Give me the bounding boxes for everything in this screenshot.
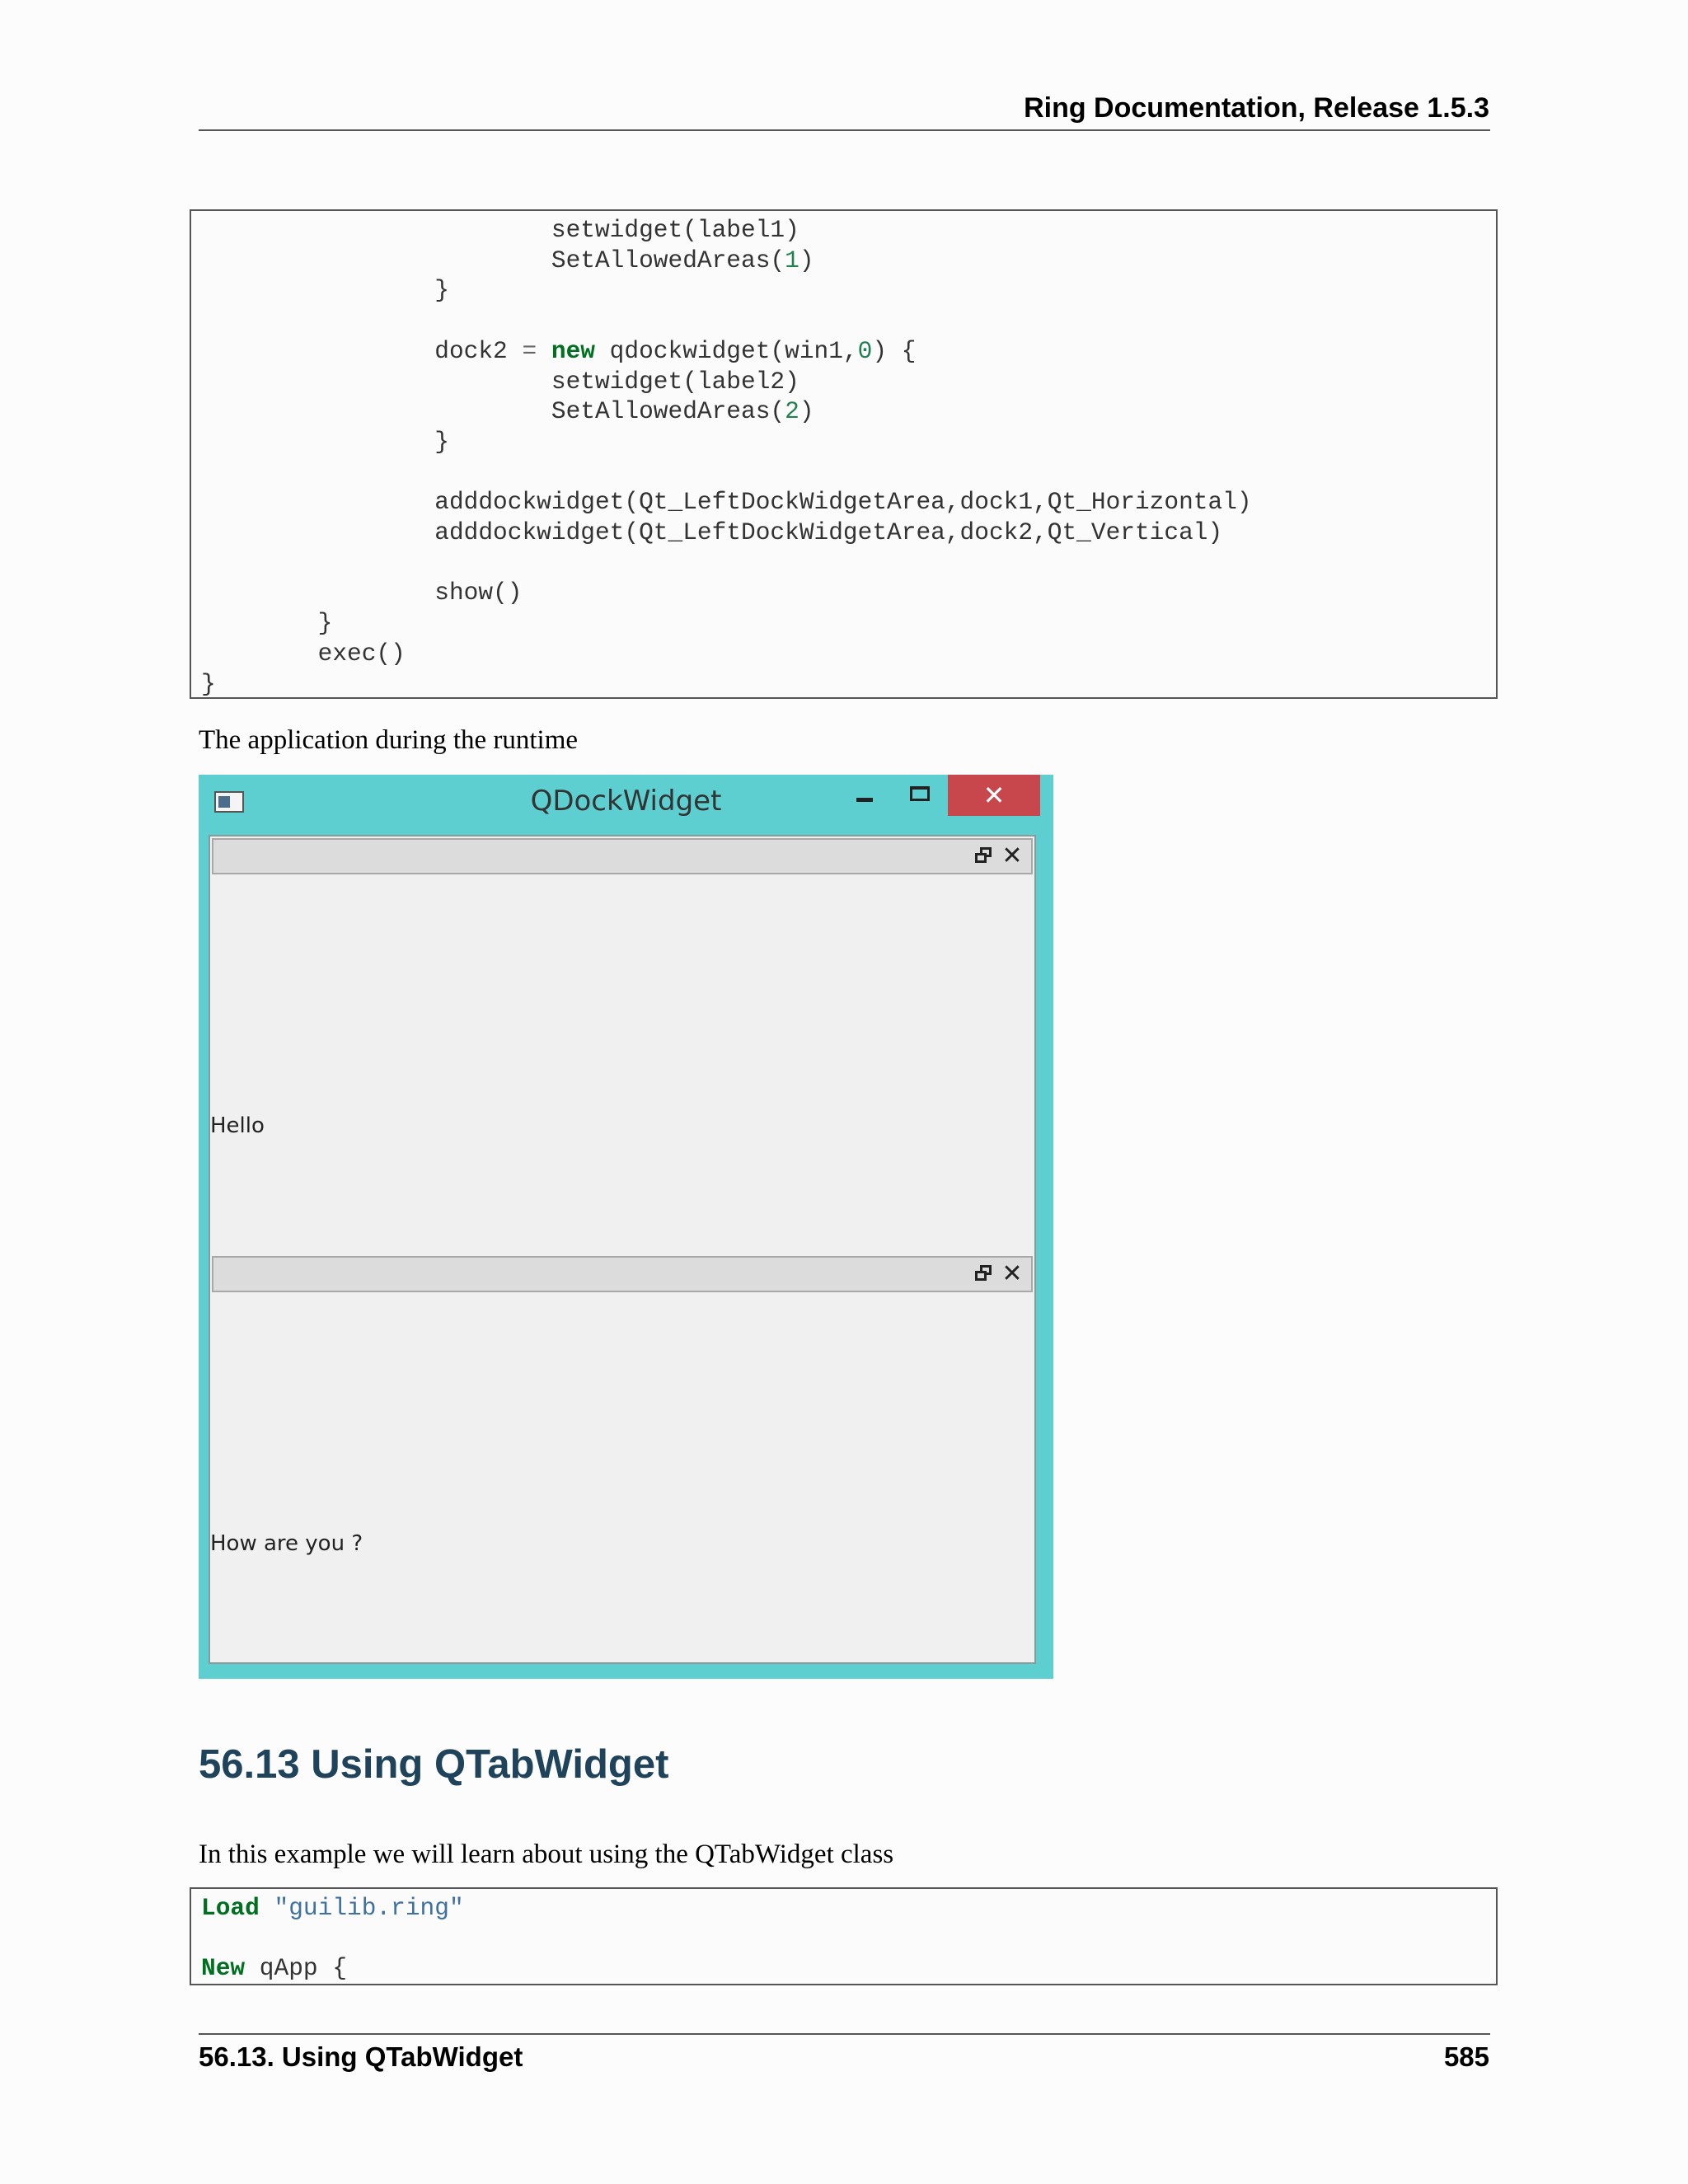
float-dock-icon[interactable]: [973, 846, 995, 867]
footer-rule: [199, 2033, 1490, 2035]
code-block-dock-example: [190, 209, 1498, 699]
code-line: [201, 487, 1496, 518]
code-block-tabwidget: [190, 1887, 1498, 1985]
code-line: [201, 548, 1496, 579]
code-line: [201, 336, 1496, 367]
minimize-icon[interactable]: [856, 798, 873, 802]
code-line: [201, 306, 1496, 336]
code-token: setwidget(label1): [201, 216, 799, 244]
code-line: [201, 246, 1496, 276]
code-line: [201, 639, 1496, 669]
code-line: [201, 427, 1496, 457]
header-rule: [199, 129, 1490, 131]
code-token: exec(): [201, 639, 406, 668]
code-token: }: [201, 669, 216, 698]
code-token: 1: [785, 246, 799, 274]
code-line: [201, 578, 1496, 608]
code-token: New: [201, 1954, 246, 1983]
close-window-button[interactable]: ✕: [948, 775, 1040, 816]
code-line: [201, 608, 1496, 639]
code-token: show(): [201, 579, 523, 607]
close-dock-icon[interactable]: ✕: [1001, 841, 1023, 870]
code-token: "guilib.ring": [274, 1894, 464, 1922]
maximize-icon[interactable]: [910, 786, 930, 801]
code-line: [201, 396, 1496, 427]
page-header-title: Ring Documentation, Release 1.5.3: [1024, 92, 1489, 124]
section-intro: In this example we will learn about using the QTabWidget class: [199, 1840, 894, 1869]
code-token: qApp {: [245, 1954, 348, 1983]
code-token: new: [551, 336, 595, 365]
code-token: qdockwidget(win1,: [594, 336, 858, 365]
app-window-screenshot: [199, 775, 1053, 1679]
section-heading: 56.13 Using QTabWidget: [199, 1742, 669, 1787]
code-token: adddockwidget(Qt_LeftDockWidgetArea,dock1,Qt_Horizontal): [201, 488, 1252, 517]
code-token: dock2: [201, 336, 523, 365]
code-token: setwidget(label2): [201, 367, 799, 396]
dock1-title-bar[interactable]: [212, 838, 1033, 874]
close-dock-icon[interactable]: ✕: [1001, 1259, 1023, 1288]
code-token: 2: [785, 397, 799, 426]
dock2-title-bar[interactable]: [212, 1256, 1033, 1292]
code-line: [201, 367, 1496, 397]
footer-section: 56.13. Using QTabWidget: [199, 2041, 523, 2072]
code-listing: [191, 211, 1496, 699]
code-token: ): [799, 246, 814, 274]
code-token: Load: [201, 1894, 260, 1922]
code-line: [201, 1924, 1496, 1954]
code-line: [201, 669, 1496, 700]
code-token: SetAllowedAreas(: [201, 397, 785, 426]
code-token: [537, 337, 551, 365]
code-listing: [191, 1889, 1496, 1984]
code-line: [201, 1953, 1496, 1984]
window-client-area: [209, 835, 1036, 1664]
code-line: [201, 275, 1496, 306]
dock1-label: Hello: [210, 1113, 265, 1138]
code-token: }: [201, 609, 333, 638]
window-title: QDockWidget: [530, 785, 722, 818]
page-number: 585: [1443, 2041, 1489, 2072]
code-token: ) {: [872, 336, 917, 365]
code-line: [201, 518, 1496, 548]
code-token: ): [799, 397, 814, 426]
dock2-label: How are you ?: [210, 1531, 363, 1556]
code-token: }: [201, 276, 449, 305]
code-token: =: [522, 336, 537, 365]
code-token: [260, 1894, 274, 1922]
code-line: [201, 1893, 1496, 1924]
float-dock-icon[interactable]: [973, 1263, 995, 1285]
runtime-caption: The application during the runtime: [199, 725, 579, 755]
code-line: [201, 457, 1496, 488]
code-token: adddockwidget(Qt_LeftDockWidgetArea,dock2,Qt_Vertical): [201, 518, 1223, 547]
code-token: SetAllowedAreas(: [201, 246, 785, 274]
code-token: 0: [857, 336, 873, 365]
code-token: }: [201, 427, 449, 456]
code-line: [201, 215, 1496, 246]
